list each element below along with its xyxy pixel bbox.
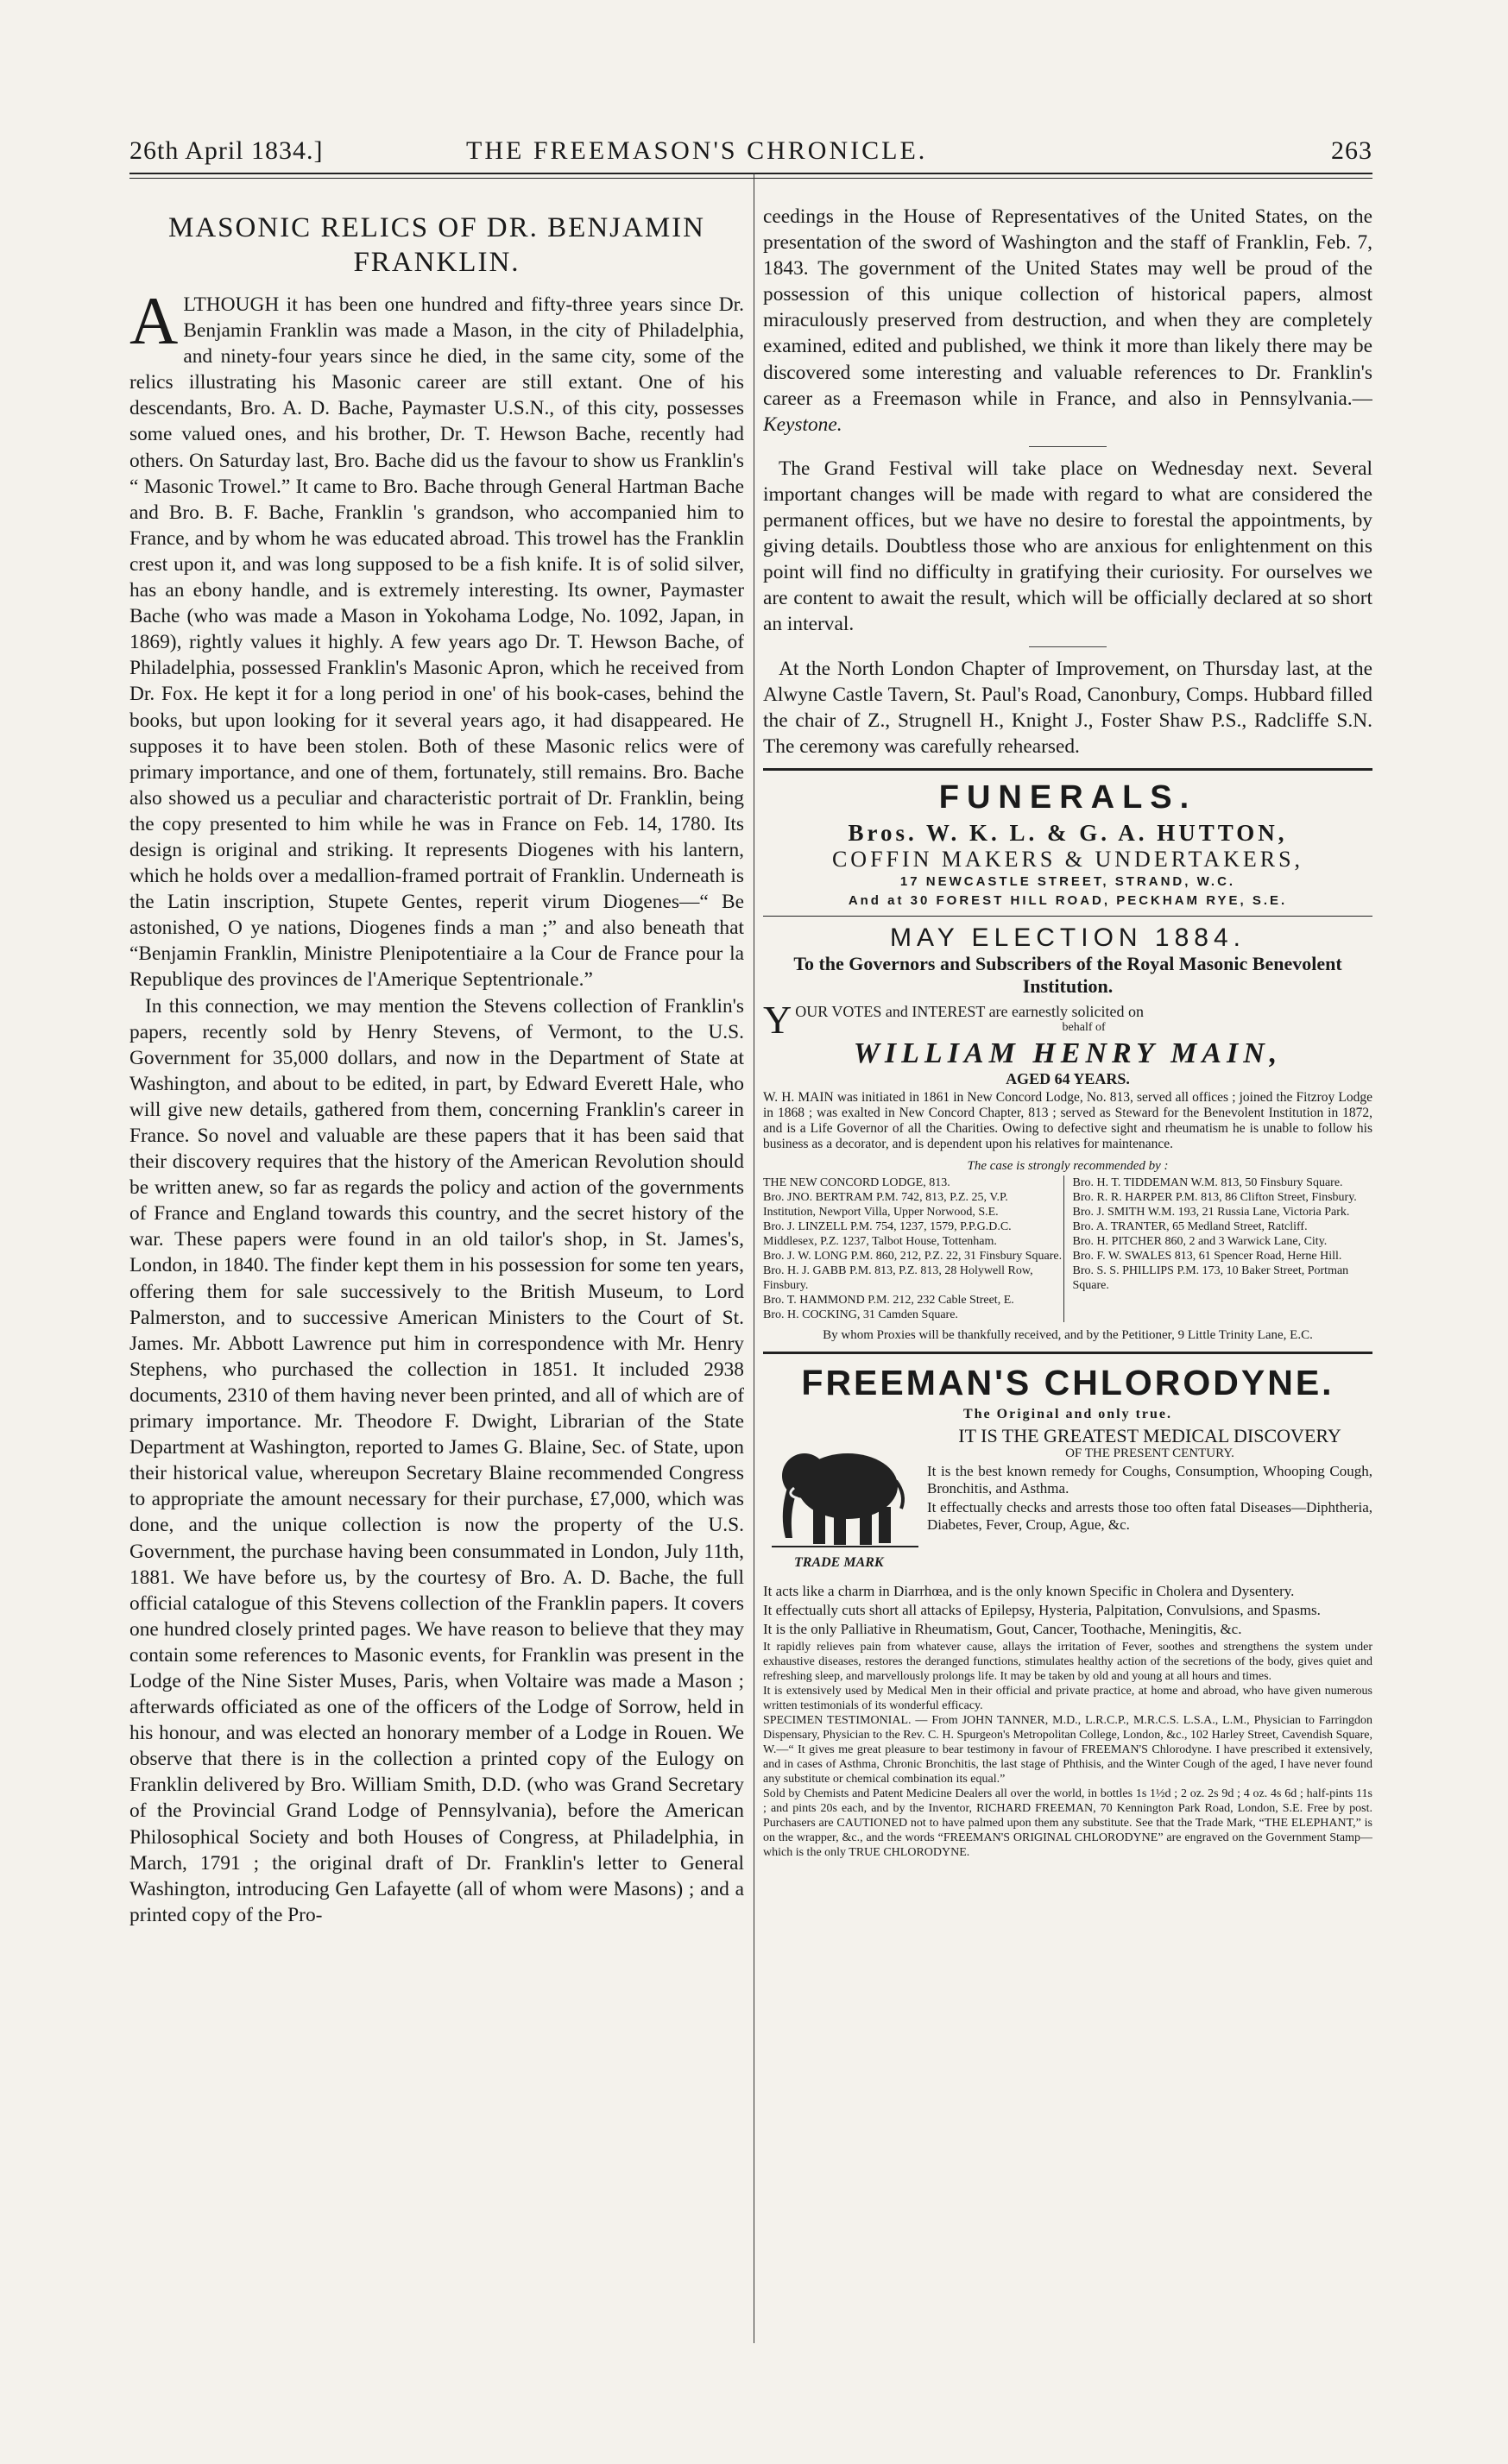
chlorodyne-claims [927, 1426, 1372, 1581]
running-head [129, 136, 1372, 166]
dropcap-letter: A [129, 283, 179, 358]
candidate-bio: W. H. MAIN was initiated in 1861 in New Concord Lodge, No. 813, served all offices ; joined the Fitzroy Lodge in 1868 ; was exalted in New Concord Chapter, 813 ; served as Steward for the Benevolent Institution in 1872, and is a Life Governor of all the Charities. Owing to defective sight and rheumatism he is unable to follow his business as a decorator, and is dependent upon his relatives for maintenance. [763, 1089, 1372, 1151]
article-title: MASONIC RELICS OF DR. BENJAMIN FRANKLIN. [168, 212, 705, 278]
header-rule-top [129, 173, 1372, 174]
chlorodyne-claim-3: It acts like a charm in Diarrhœa, and is the only known Specific in Cholera and Dysentery. [763, 1582, 1295, 1599]
greatest-discovery: IT IS THE GREATEST MEDICAL DISCOVERY [958, 1424, 1341, 1446]
chlorodyne-claim-2: It effectually checks and arrests those too often fatal Diseases—Diphtheria, Diabetes, Fever, Croup, Ague, &c. [927, 1498, 1372, 1533]
candidate-age: AGED 64 YEARS. [1006, 1069, 1130, 1087]
article-continuation [763, 204, 1372, 438]
chlorodyne-subheading: The Original and only true. [962, 1406, 1173, 1421]
ad-divider [763, 1352, 1372, 1354]
issue-date: 26th April 1834.] [129, 136, 324, 165]
continuation-text: ceedings in the House of Representatives of the United States, on the presentation of the sword of Washington and the staff of Franklin, Feb. 7, 1843. The government of the United States may well be proud of the possession of this unique collection of historical papers, almost miraculously preserved from destruction, and when they are completely examined, edited and published, we think it more than likely there may be discovered some interesting and valuable references to Dr. Franklin's career as a Freemason while in France, and also in Pennsylvania.— [763, 205, 1372, 410]
elephant-trademark-icon [763, 1426, 927, 1581]
votes-initial: Y [763, 997, 792, 1042]
article-paragraph-2: In this connection, we may mention the Stevens collection of Franklin's papers, recently sold by Henry Stevens, of Vermont, to the U.S. Government for 35,000 dollars, and now in the Department of State at Washington, and about to be edited, in part, by Edward Everett Hale, who will give new details, gathered from them, concerning Franklin's career in France. So novel and valuable are these papers that it has been said that their discovery requires that the history of the American Revolution should be written anew, so far as regards the policy and action of the governments of France and England towards this country, and the secret history of the war. These papers were found in an old tailor's shop, in St. James's, London, in 1840. The finder kept them in his possession for some ten years, offering them for sale successively to the British Museum, to Lord Palmerston, and to successive American Ministers to the Court of St. James. Mr. Abbott Lawrence put him in correspondence with Mr. Henry Stephens, who purchased the collection in 1851. It included 2938 documents, 2310 of them having never been printed, and all of which are of primary importance. Mr. Theodore F. Dwight, Librarian of the State Department at Washington, reported to James G. Blaine, Sec. of State, upon their historical value, whereupon Secretary Blaine recommended Congress to appropriate the amount necessary for their purchase, £7,000, which was done, and the unique collection is now the property of the U.S. Government, the purchase having been consummated in London, July 11th, 1881. We have before us, by the courtesy of Bro. A. D. Bache, the full official catalogue of this Stevens collection of the Franklin papers. It covers one hundred closely printed pages. We have reason to believe that they may contain some references to Masonic events, for Franklin was present in the Lodge of the Nine Sister Muses, Paris, when Voltaire was made a Mason ; afterwards officiated as one of the officers of the Lodge of Sorrow, held in his honour, and was elected an honorary member of a Lodge in Rouen. We observe that there is in the collection a printed copy of the Eulogy on Franklin delivered by Bro. William Smith, D.D. (who was Grand Secretary of the Provincial Grand Lodge of Pennsylvania), before the American Philosophical Society and both Houses of Congress, at Philadelphia, in March, 1791 ; the original draft of Dr. Franklin's letter to General Washington, introducing Gen Lafayette (all of whom were Masons) ; and a printed copy of the Pro- [129, 994, 744, 1926]
sponsor-entry: Bro. J. LINZELL P.M. 754, 1237, 1579, P.P.G.D.C. Middlesex, P.Z. 1237, Talbot House, Tottenham. [763, 1219, 1012, 1248]
chlorodyne-claim-1: It is the best known remedy for Coughs, Consumption, Whooping Cough, Bronchitis, and Asthma. [927, 1462, 1372, 1497]
sponsor-entry: Bro. R. R. HARPER P.M. 813, 86 Clifton Street, Finsbury. [1072, 1190, 1357, 1204]
chapter-note: At the North London Chapter of Improvement, on Thursday last, at the Alwyne Castle Tavern, St. Paul's Road, Canonbury, Comps. Hubbard filled the chair of Z., Strugnell H., Knight J., Foster Shaw P.S., Radcliffe S.N. The ceremony was carefully rehearsed. [763, 657, 1372, 758]
sponsor-entry: Bro. S. S. PHILLIPS P.M. 173, 10 Baker Street, Portman Square. [1072, 1264, 1349, 1292]
funerals-firm: Bros. W. K. L. & G. A. HUTTON, [848, 819, 1288, 846]
chlorodyne-claim-5: It is the only Palliative in Rheumatism, Gout, Cancer, Toothache, Meningitis, &c. [763, 1620, 1242, 1637]
chlorodyne-medical-use: It is extensively used by Medical Men in their official and private practice, at home and abroad, who have given numerous written testimonials of its wonderful efficacy. [763, 1684, 1372, 1712]
sponsor-entry: Bro. F. W. SWALES 813, 61 Spencer Road, Herne Hill. [1072, 1249, 1342, 1263]
chlorodyne-relief: It rapidly relieves pain from whatever cause, allays the irritation of Fever, soothes and strengthens the system under exhaustive diseases, restores the deranged functions, stimulates healthy action of the secretions of the body, gives quiet and refreshing sleep, and marvellously prolongs life. It may be taken by old and young at all hours and times. [763, 1640, 1372, 1683]
sponsor-entry: THE NEW CONCORD LODGE, 813. [763, 1175, 950, 1189]
chlorodyne-testimonial: SPECIMEN TESTIMONIAL. — From JOHN TANNER, M.D., L.R.C.P., M.R.C.S. L.S.A., L.M., Physician to Farringdon Dispensary, Physician to the Rev. C. H. Spurgeon's Metropolitan College, London, &c., 102 Harley Street, Cavendish Square, W.—“ It gives me great pleasure to bear testimony in favour of FREEMAN'S Chlorodyne. I have prescribed it extensively, and in cases of Asthma, Chronic Bronchitis, the last stage of Phthisis, and the Winter Cough of the aged, I have never found any substitute or chemical combination its equal.” [763, 1713, 1372, 1786]
left-column [129, 204, 744, 2344]
article-paragraph-1-text: LTHOUGH it has been one hundred and fifty-three years since Dr. Benjamin Franklin was made a Mason, in the city of Philadelphia, and ninety-four years since he died, in the same city, some of the relics illustrating his Masonic career are still extant. One of his descendants, Bro. A. D. Bache, Paymaster U.S.N., of this city, possesses some valued ones, and his brother, Dr. T. Hewson Bache, recently had others. On Saturday last, Bro. Bache did us the favour to show us Franklin's “ Masonic Trowel.” It came to Bro. Bache through General Hartman Bache and Bro. B. F. Bache, Franklin 's grandson, who accompanied him to France, and by whom he was educated abroad. This trowel has the Franklin crest upon it, and was long supposed to be a fish knife. It is of solid silver, has an ebony handle, and is extremely interesting. Its owner, Paymaster Bache (who was made a Mason in Yokohama Lodge, No. 1092, Japan, in 1869), rightly values it highly. A few years ago Dr. T. Hewson Bache, of Philadelphia, possessed Franklin's Masonic Apron, which he received from Dr. Fox. He kept it for a long period in one' of his book-cases, behind the books, but upon looking for it several years ago, it had disappeared. He supposes it to have been stolen. Both of these Masonic relics were of primary importance, and one of them, fortunately, still remains. Bro. Bache also showed us a peculiar and characteristic portrait of Dr. Franklin, being the copy presented to him while he was in France on Feb. 14, 1780. Its design is original and striking. It represents Diogenes with his lantern, which he holds over a medallion-framed portrait of Franklin. Underneath is the Latin inscription, Stupete Gentes, reperit virum Diogenes—“ Be astonished, O ye nations, Diogenes finds a man ;” and also beneath that “Benjamin Franklin, Ministre Plenipotentiaire a la Cour de France pour la Republique des provinces de l'Amerique Septentrionale.” [129, 293, 744, 992]
funerals-heading: FUNERALS. [938, 778, 1197, 816]
chlorodyne-heading: FREEMAN'S CHLORODYNE. [801, 1362, 1334, 1402]
right-column [763, 204, 1372, 2344]
sponsor-entry: Bro. JNO. BERTRAM P.M. 742, 813, P.Z. 25, V.P. Institution, Newport Villa, Upper Norwood, S.E. [763, 1190, 1008, 1219]
chlorodyne-sales: Sold by Chemists and Patent Medicine Dealers all over the world, in bottles 1s 1½d ; 2 oz. 2s 9d ; 4 oz. 4s 6d ; half-pints 11s ; and pints 20s each, and by the Inventor, RICHARD FREEMAN, 70 Kennington Park Road, London, S.E. Free by post. Purchasers are CAUTIONED not to have palmed upon them any substitute. See that the Trade Mark, “THE ELEPHANT,” is on the wrapper, &c., and the words “FREEMAN'S ORIGINAL CHLORODYNE” are engraved on the Government Stamp—which is the only TRUE CHLORODYNE. [763, 1787, 1372, 1859]
sponsor-entry: Bro. H. J. GABB P.M. 813, P.Z. 813, 28 Holywell Row, Finsbury. [763, 1264, 1033, 1292]
candidate-name: WILLIAM HENRY MAIN, [853, 1037, 1283, 1069]
chlorodyne-intro [763, 1426, 1372, 1581]
recommended-by: The case is strongly recommended by : [967, 1158, 1169, 1173]
behalf-of: behalf of [1062, 1020, 1106, 1034]
present-century: OF THE PRESENT CENTURY. [1065, 1446, 1234, 1460]
sponsor-entry: Bro. H. T. TIDDEMAN W.M. 813, 50 Finsbury Square. [1072, 1175, 1343, 1189]
sponsor-column-left [763, 1175, 1063, 1322]
funerals-address-1: 17 NEWCASTLE STREET, STRAND, W.C. [899, 873, 1236, 889]
publication-title: THE FREEMASON'S CHRONICLE. [466, 136, 928, 165]
sponsor-entry: Bro. H. PITCHER 860, 2 and 3 Warwick Lane, City. [1072, 1234, 1328, 1248]
funerals-address-2: And at 30 FOREST HILL ROAD, PECKHAM RYE, S.E. [848, 892, 1288, 908]
section-divider [1029, 446, 1107, 447]
sponsor-entry: Bro. H. COCKING, 31 Camden Square. [763, 1308, 958, 1321]
sponsor-list [763, 1175, 1372, 1322]
sponsor-entry: Bro. J. W. LONG P.M. 860, 212, P.Z. 22, 31 Finsbury Square. [763, 1249, 1063, 1263]
article-paragraph-1 [129, 283, 744, 993]
page-number: 263 [1331, 136, 1372, 165]
votes-text: OUR VOTES and INTEREST are earnestly solicited on [795, 1002, 1144, 1020]
article-source: Keystone. [763, 413, 842, 436]
sponsor-entry: Bro. T. HAMMOND P.M. 212, 232 Cable Street, E. [763, 1293, 1014, 1307]
proxies-note: By whom Proxies will be thankfully received, and by the Petitioner, 9 Little Trinity Lane, E.C. [823, 1327, 1313, 1342]
votes-line [763, 997, 1372, 1042]
sponsor-column-right [1063, 1175, 1373, 1322]
grand-festival-note: The Grand Festival will take place on Wednesday next. Several important changes will be made with regard to what are considered the permanent offices, but we have no desire to forestal the appointments, by giving details. Doubtless those who are anxious for enlightenment on this point will find no difficulty in gratifying their curiosity. For ourselves we are content to await the result, which will be officially declared at so short an interval. [763, 457, 1372, 636]
ad-divider [763, 768, 1372, 771]
election-address-line: To the Governors and Subscribers of the Royal Masonic Benevolent Institution. [793, 952, 1342, 997]
section-divider [1029, 646, 1107, 647]
trade-mark-label: TRADE MARK [794, 1554, 884, 1570]
funerals-trade: COFFIN MAKERS & UNDERTAKERS, [831, 846, 1304, 872]
header-rule-bottom [129, 178, 1372, 179]
chlorodyne-claim-4: It effectually cuts short all attacks of Epilepsy, Hysteria, Palpitation, Convulsions, and Spasms. [763, 1601, 1321, 1618]
sponsor-entry: Bro. A. TRANTER, 65 Medland Street, Ratcliff. [1072, 1219, 1308, 1233]
election-heading: MAY ELECTION 1884. [889, 923, 1246, 952]
ad-divider [763, 916, 1372, 917]
sponsor-entry: Bro. J. SMITH W.M. 193, 21 Russia Lane, Victoria Park. [1072, 1205, 1350, 1219]
